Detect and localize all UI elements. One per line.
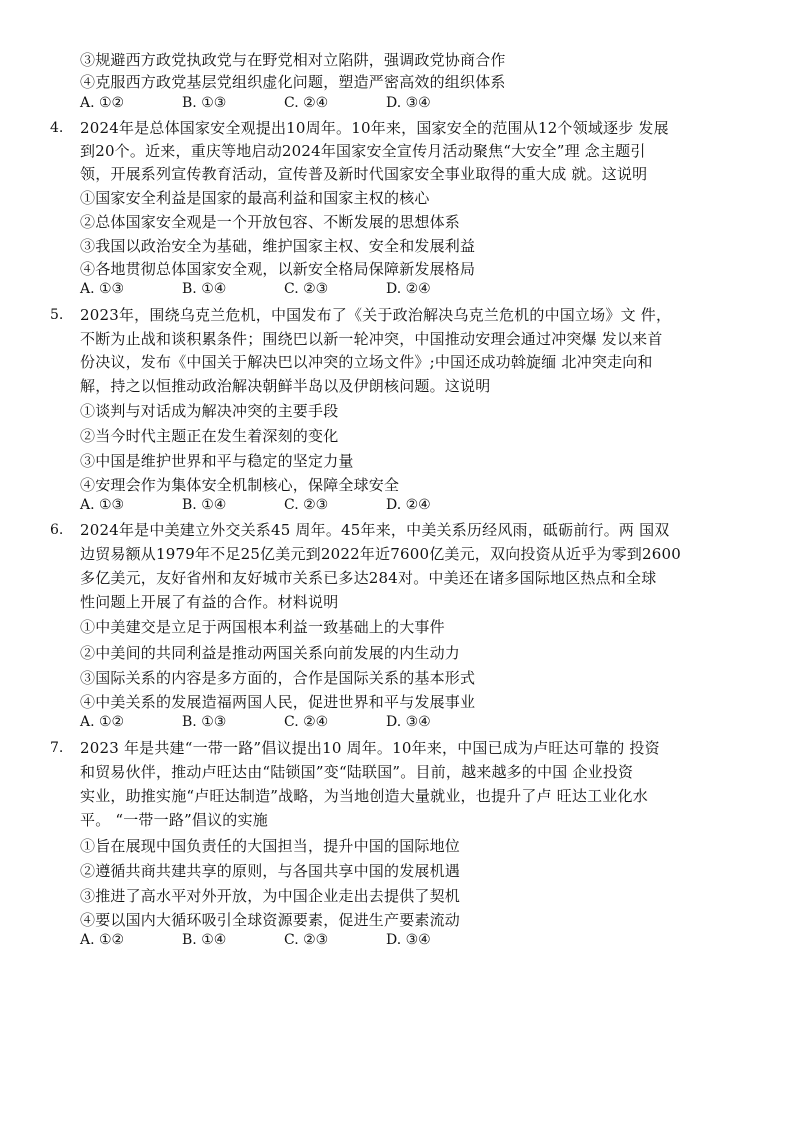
q5-stem-line: 2023年，围绕乌克兰危机，中国发布了《关于政治解决乌克兰危机的中国立场》文 件， bbox=[80, 306, 672, 324]
q4-stem-line: 2024年是总体国家安全观提出10周年。10年来，国家安全的范围从12个领域逐步 发展 bbox=[80, 119, 669, 137]
q4-number: 4. bbox=[50, 120, 64, 136]
q6-number: 6. bbox=[50, 522, 64, 538]
q6-option-b[interactable]: B. ①③ bbox=[182, 714, 227, 730]
q3-option-c[interactable]: C. ②④ bbox=[284, 95, 329, 111]
q6-options bbox=[80, 714, 466, 730]
q7-option-c[interactable]: C. ②③ bbox=[284, 932, 329, 948]
q6-option-d[interactable]: D. ③④ bbox=[386, 714, 431, 730]
q3-item-3: ③规避西方政党执政党与在野党相对立陷阱，强调政党协商合作 bbox=[80, 51, 506, 69]
q7-item-1: ①旨在展现中国负责任的大国担当，提升中国的国际地位 bbox=[80, 837, 461, 855]
q5-number: 5. bbox=[50, 307, 64, 323]
q7-stem-line: 和贸易伙伴，推动卢旺达由“陆锁国”变“陆联国”。目前，越来越多的中国 企业投资 bbox=[80, 763, 634, 781]
q7-number: 7. bbox=[50, 740, 64, 756]
q7-option-d[interactable]: D. ③④ bbox=[386, 932, 431, 948]
q5-option-c[interactable]: C. ②③ bbox=[284, 497, 329, 513]
q4-item-4: ④各地贯彻总体国家安全观，以新安全格局保障新发展格局 bbox=[80, 260, 476, 278]
q7-option-b[interactable]: B. ①④ bbox=[182, 932, 227, 948]
q3-options bbox=[80, 95, 466, 111]
q7-stem-line: 实业，助推实施“卢旺达制造”战略，为当地创造大量就业，也提升了卢 旺达工业化水 bbox=[80, 787, 648, 805]
q5-item-3: ③中国是维护世界和平与稳定的坚定力量 bbox=[80, 452, 354, 470]
q4-stem-line: 到20个。近来，重庆等地启动2024年国家安全宣传月活动聚焦“大安全”理 念主题引 bbox=[80, 142, 646, 160]
q5-stem-line: 份决议，发布《中国关于解决巴以冲突的立场文件》;中国还成功斡旋缅 北冲突走向和 bbox=[80, 353, 653, 371]
q3-option-b[interactable]: B. ①③ bbox=[182, 95, 227, 111]
q6-item-4: ④中美关系的发展造福两国人民，促进世界和平与发展事业 bbox=[80, 693, 476, 711]
q6-stem-line: 多亿美元，友好省州和友好城市关系已多达284对。中美还在诸多国际地区热点和全球 bbox=[80, 569, 657, 587]
q4-item-1: ①国家安全利益是国家的最高利益和国家主权的核心 bbox=[80, 189, 430, 207]
q7-options bbox=[80, 932, 466, 948]
q5-item-2: ②当今时代主题正在发生着深刻的变化 bbox=[80, 427, 339, 445]
q5-stem-line: 不断为止战和谈积累条件；围绕巴以新一轮冲突，中国推动安理会通过冲突爆 发以来首 bbox=[80, 330, 663, 348]
q4-item-2: ②总体国家安全观是一个开放包容、不断发展的思想体系 bbox=[80, 213, 461, 231]
q6-stem-line: 性问题上开展了有益的合作。材料说明 bbox=[80, 593, 339, 611]
q6-stem-line: 边贸易额从1979年不足25亿美元到2022年近7600亿美元，双向投资从近乎为零到2600 bbox=[80, 545, 681, 563]
q4-option-d[interactable]: D. ②④ bbox=[386, 281, 431, 297]
q5-option-b[interactable]: B. ①④ bbox=[182, 497, 227, 513]
q6-item-2: ②中美间的共同利益是推动两国关系向前发展的内生动力 bbox=[80, 644, 461, 662]
q5-options bbox=[80, 497, 466, 513]
q7-item-4: ④要以国内大循环吸引全球资源要素，促进生产要素流动 bbox=[80, 911, 461, 929]
q5-stem-line: 解，持之以恒推动政治解决朝鲜半岛以及伊朗核问题。这说明 bbox=[80, 377, 491, 395]
q6-item-1: ①中美建交是立足于两国根本利益一致基础上的大事件 bbox=[80, 618, 445, 636]
q5-item-4: ④安理会作为集体安全机制核心，保障全球安全 bbox=[80, 476, 400, 494]
q6-option-c[interactable]: C. ②④ bbox=[284, 714, 329, 730]
q4-item-3: ③我国以政治安全为基础，维护国家主权、安全和发展利益 bbox=[80, 237, 476, 255]
q6-stem-line: 2024年是中美建立外交关系45 周年。45年来，中美关系历经风雨，砥砺前行。两 国双 bbox=[80, 521, 670, 539]
q6-item-3: ③国际关系的内容是多方面的，合作是国际关系的基本形式 bbox=[80, 669, 476, 687]
q3-item-4: ④克服西方政党基层党组织虚化问题，塑造严密高效的组织体系 bbox=[80, 73, 506, 91]
q4-options bbox=[80, 281, 466, 297]
q4-option-a[interactable]: A. ①③ bbox=[80, 281, 125, 297]
q7-item-2: ②遵循共商共建共享的原则，与各国共享中国的发展机遇 bbox=[80, 862, 461, 880]
q4-option-b[interactable]: B. ①④ bbox=[182, 281, 227, 297]
q5-item-1: ①谈判与对话成为解决冲突的主要手段 bbox=[80, 402, 339, 420]
q3-option-d[interactable]: D. ③④ bbox=[386, 95, 431, 111]
q7-option-a[interactable]: A. ①② bbox=[80, 932, 125, 948]
q6-option-a[interactable]: A. ①② bbox=[80, 714, 125, 730]
q5-option-d[interactable]: D. ②④ bbox=[386, 497, 431, 513]
q5-option-a[interactable]: A. ①③ bbox=[80, 497, 125, 513]
q3-option-a[interactable]: A. ①② bbox=[80, 95, 125, 111]
q7-item-3: ③推进了高水平对外开放，为中国企业走出去提供了契机 bbox=[80, 887, 461, 905]
q7-stem-line: 平。 “一带一路”倡议的实施 bbox=[80, 811, 268, 829]
q4-stem-line: 领，开展系列宣传教育活动，宣传普及新时代国家安全事业取得的重大成 就。这说明 bbox=[80, 165, 648, 183]
q4-option-c[interactable]: C. ②③ bbox=[284, 281, 329, 297]
q7-stem-line: 2023 年是共建“一带一路”倡议提出10 周年。10年来，中国已成为卢旺达可靠的 投资 bbox=[80, 739, 660, 757]
